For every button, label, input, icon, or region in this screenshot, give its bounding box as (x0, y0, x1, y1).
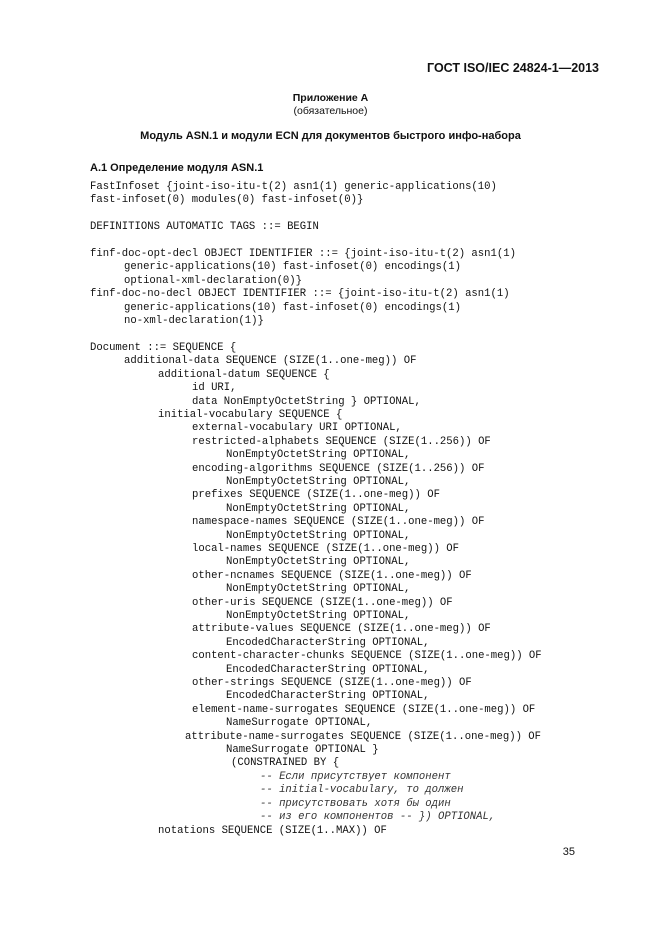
code-line: attribute-values SEQUENCE (SIZE(1..one-meg)) OF (192, 623, 491, 636)
code-line: EncodedCharacterString OPTIONAL, (226, 663, 430, 676)
code-line: other-uris SEQUENCE (SIZE(1..one-meg)) OF (192, 596, 453, 609)
standard-code: ГОСТ ISO/IEC 24824-1—2013 (427, 61, 599, 75)
code-line: additional-data SEQUENCE (SIZE(1..one-meg)) OF (124, 355, 417, 368)
code-comment-line: -- Если присутствует компонент (260, 770, 451, 783)
code-line: restricted-alphabets SEQUENCE (SIZE(1..256)) OF (192, 435, 491, 448)
code-line: Document ::= SEQUENCE { (90, 341, 237, 354)
code-line: EncodedCharacterString OPTIONAL, (226, 636, 430, 649)
appendix-title: Приложение А (292, 92, 369, 104)
appendix-subtitle: (обязательное) (293, 105, 368, 117)
code-line: finf-doc-opt-decl OBJECT IDENTIFIER ::= {joint-iso-itu-t(2) asn1(1) (90, 248, 516, 261)
code-line: encoding-algorithms SEQUENCE (SIZE(1..256)) OF (192, 462, 485, 475)
code-line (90, 328, 542, 341)
code-line: other-ncnames SEQUENCE (SIZE(1..one-meg)) OF (192, 569, 472, 582)
code-line: FastInfoset {joint-iso-itu-t(2) asn1(1) generic-applications(10) (90, 181, 497, 193)
code-line: initial-vocabulary SEQUENCE { (158, 408, 343, 421)
code-line: DEFINITIONS AUTOMATIC TAGS ::= BEGIN (90, 221, 319, 234)
code-line: notations SEQUENCE (SIZE(1..MAX)) OF (158, 824, 387, 837)
code-line: content-character-chunks SEQUENCE (SIZE(1..one-meg)) OF (192, 650, 542, 663)
code-line: external-vocabulary URI OPTIONAL, (192, 422, 402, 435)
code-line: NameSurrogate OPTIONAL } (226, 744, 379, 757)
code-line: NonEmptyOctetString OPTIONAL, (226, 502, 411, 515)
code-comment-line: -- из его компонентов -- }) OPTIONAL, (260, 811, 496, 824)
code-line: NonEmptyOctetString OPTIONAL, (226, 610, 411, 622)
code-line (90, 208, 542, 221)
code-line: no-xml-declaration(1)} (124, 315, 264, 328)
code-line: optional-xml-declaration(0)} (124, 274, 303, 287)
code-line: element-name-surrogates SEQUENCE (SIZE(1..one-meg)) OF (192, 703, 536, 716)
code-comment-line: -- initial-vocabulary, то должен (260, 784, 464, 797)
asn1-code-block (90, 181, 542, 838)
code-line: EncodedCharacterString OPTIONAL, (226, 690, 430, 703)
code-line: NonEmptyOctetString OPTIONAL, (226, 556, 411, 569)
code-line: NameSurrogate OPTIONAL, (226, 717, 373, 730)
code-line: data NonEmptyOctetString } OPTIONAL, (192, 395, 421, 408)
code-line: finf-doc-no-decl OBJECT IDENTIFIER ::= {joint-iso-itu-t(2) asn1(1) (90, 288, 510, 301)
code-line: other-strings SEQUENCE (SIZE(1..one-meg)) OF (192, 677, 472, 690)
code-line: NonEmptyOctetString OPTIONAL, (226, 449, 411, 462)
code-comment-line: -- присутствовать хотя бы один (260, 797, 451, 810)
code-line: namespace-names SEQUENCE (SIZE(1..one-meg)) OF (192, 516, 485, 529)
code-line: additional-datum SEQUENCE { (158, 368, 330, 381)
code-line: NonEmptyOctetString OPTIONAL, (226, 583, 411, 596)
code-line: id URI, (192, 382, 237, 395)
main-title: Модуль ASN.1 и модули ECN для документов быстрого инфо-набора (140, 130, 521, 142)
code-line: NonEmptyOctetString OPTIONAL, (226, 529, 411, 542)
code-line: fast-infoset(0) modules(0) fast-infoset(0)} (90, 194, 364, 207)
code-line: local-names SEQUENCE (SIZE(1..one-meg)) OF (192, 542, 460, 555)
code-line: attribute-name-surrogates SEQUENCE (SIZE(1..one-meg)) OF (185, 730, 542, 743)
code-line: NonEmptyOctetString OPTIONAL, (226, 475, 411, 488)
code-line: generic-applications(10) fast-infoset(0) encodings(1) (124, 261, 461, 274)
code-line: generic-applications(10) fast-infoset(0) encodings(1) (124, 301, 461, 314)
section-heading: А.1 Определение модуля ASN.1 (90, 162, 264, 174)
code-line: prefixes SEQUENCE (SIZE(1..one-meg)) OF (192, 489, 440, 502)
code-line (90, 235, 542, 248)
code-line: (CONSTRAINED BY { (231, 757, 340, 770)
page-number: 35 (562, 846, 575, 858)
